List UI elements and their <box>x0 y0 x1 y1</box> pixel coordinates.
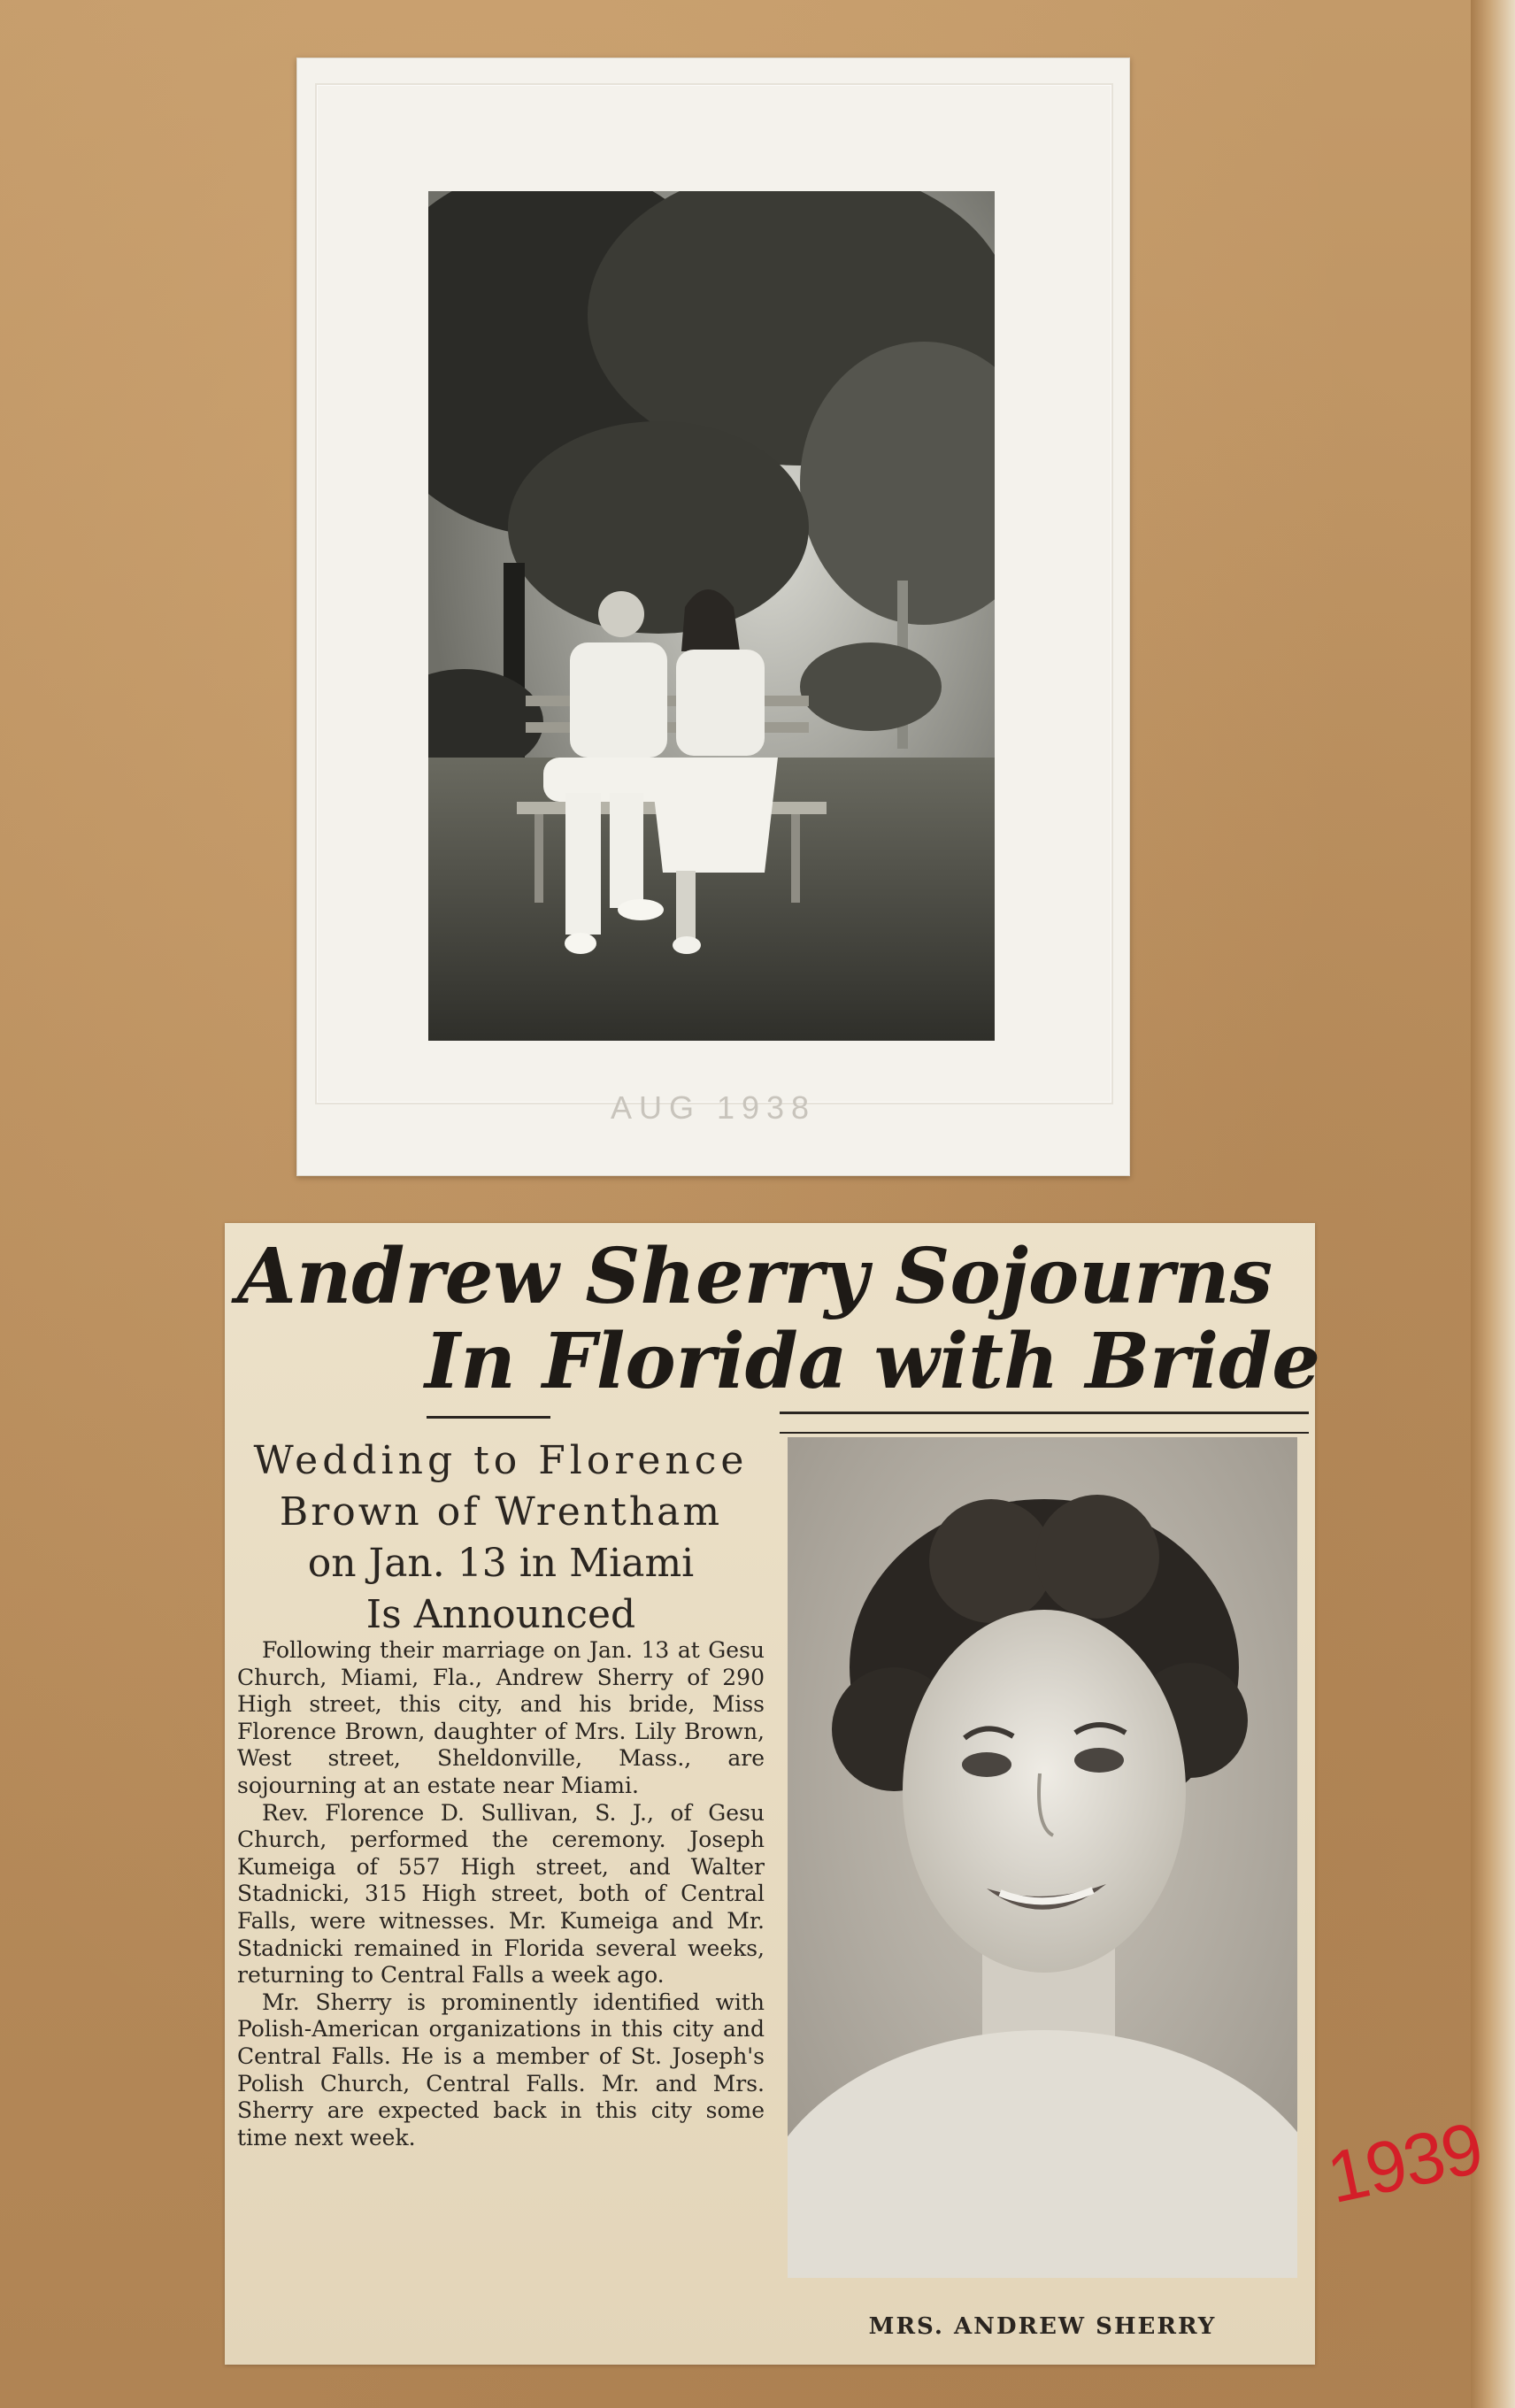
handwritten-year-note: 1939 <box>1320 2107 1488 2220</box>
divider-rule <box>780 1412 1309 1414</box>
subhead-line: Brown of Wrentham <box>279 1489 723 1535</box>
newspaper-clipping <box>225 1223 1320 2365</box>
photo-scene <box>428 191 995 1041</box>
headline-line-1: Andrew Sherry Sojourns <box>237 1232 1273 1321</box>
article-body <box>237 1637 765 2151</box>
article-paragraph: Mr. Sherry is prominently identified with Polish-American organizations in this city and Central Falls. He is a member of St. Joseph's Polish Church, Central Falls. Mr. and Mrs. Sherry are expected back in this city some time next week. <box>237 1989 765 2150</box>
subhead-line: on Jan. 13 in Miami <box>307 1541 695 1586</box>
photo-print <box>296 58 1130 1176</box>
portrait-scene <box>788 1437 1297 2278</box>
divider-rule <box>780 1432 1309 1434</box>
subhead-line: Is Announced <box>365 1592 636 1637</box>
subhead-line: Wedding to Florence <box>253 1438 749 1483</box>
couple-on-bench-photo <box>428 191 995 1041</box>
article-paragraph: Following their marriage on Jan. 13 at Gesu Church, Miami, Fla., Andrew Sherry of 290 High street, this city, and his bride, Miss Florence Brown, daughter of Mrs. Lily Brown, West street, Sheldonville, Mass., are sojourning at an estate near Miami. <box>237 1637 765 1798</box>
portrait-caption: MRS. ANDREW SHERRY <box>868 2313 1217 2340</box>
article-paragraph: Rev. Florence D. Sullivan, S. J., of Gesu Church, performed the ceremony. Joseph Kumeiga of 557 High street, and Walter Stadnicki, 315 High street, both of Central Falls, were witnesses. Mr. Kumeiga and Mr. Stadnicki remained in Florida several weeks, returning to Central Falls a week ago. <box>237 1799 765 1989</box>
headline-line-2: In Florida with Bride <box>425 1317 1320 1406</box>
divider-rule <box>427 1416 550 1419</box>
portrait-photo <box>788 1437 1297 2278</box>
photo-date-stamp: AUG 1938 <box>610 1089 817 1126</box>
subheadline <box>227 1435 775 1641</box>
page-edge <box>1471 0 1515 2408</box>
